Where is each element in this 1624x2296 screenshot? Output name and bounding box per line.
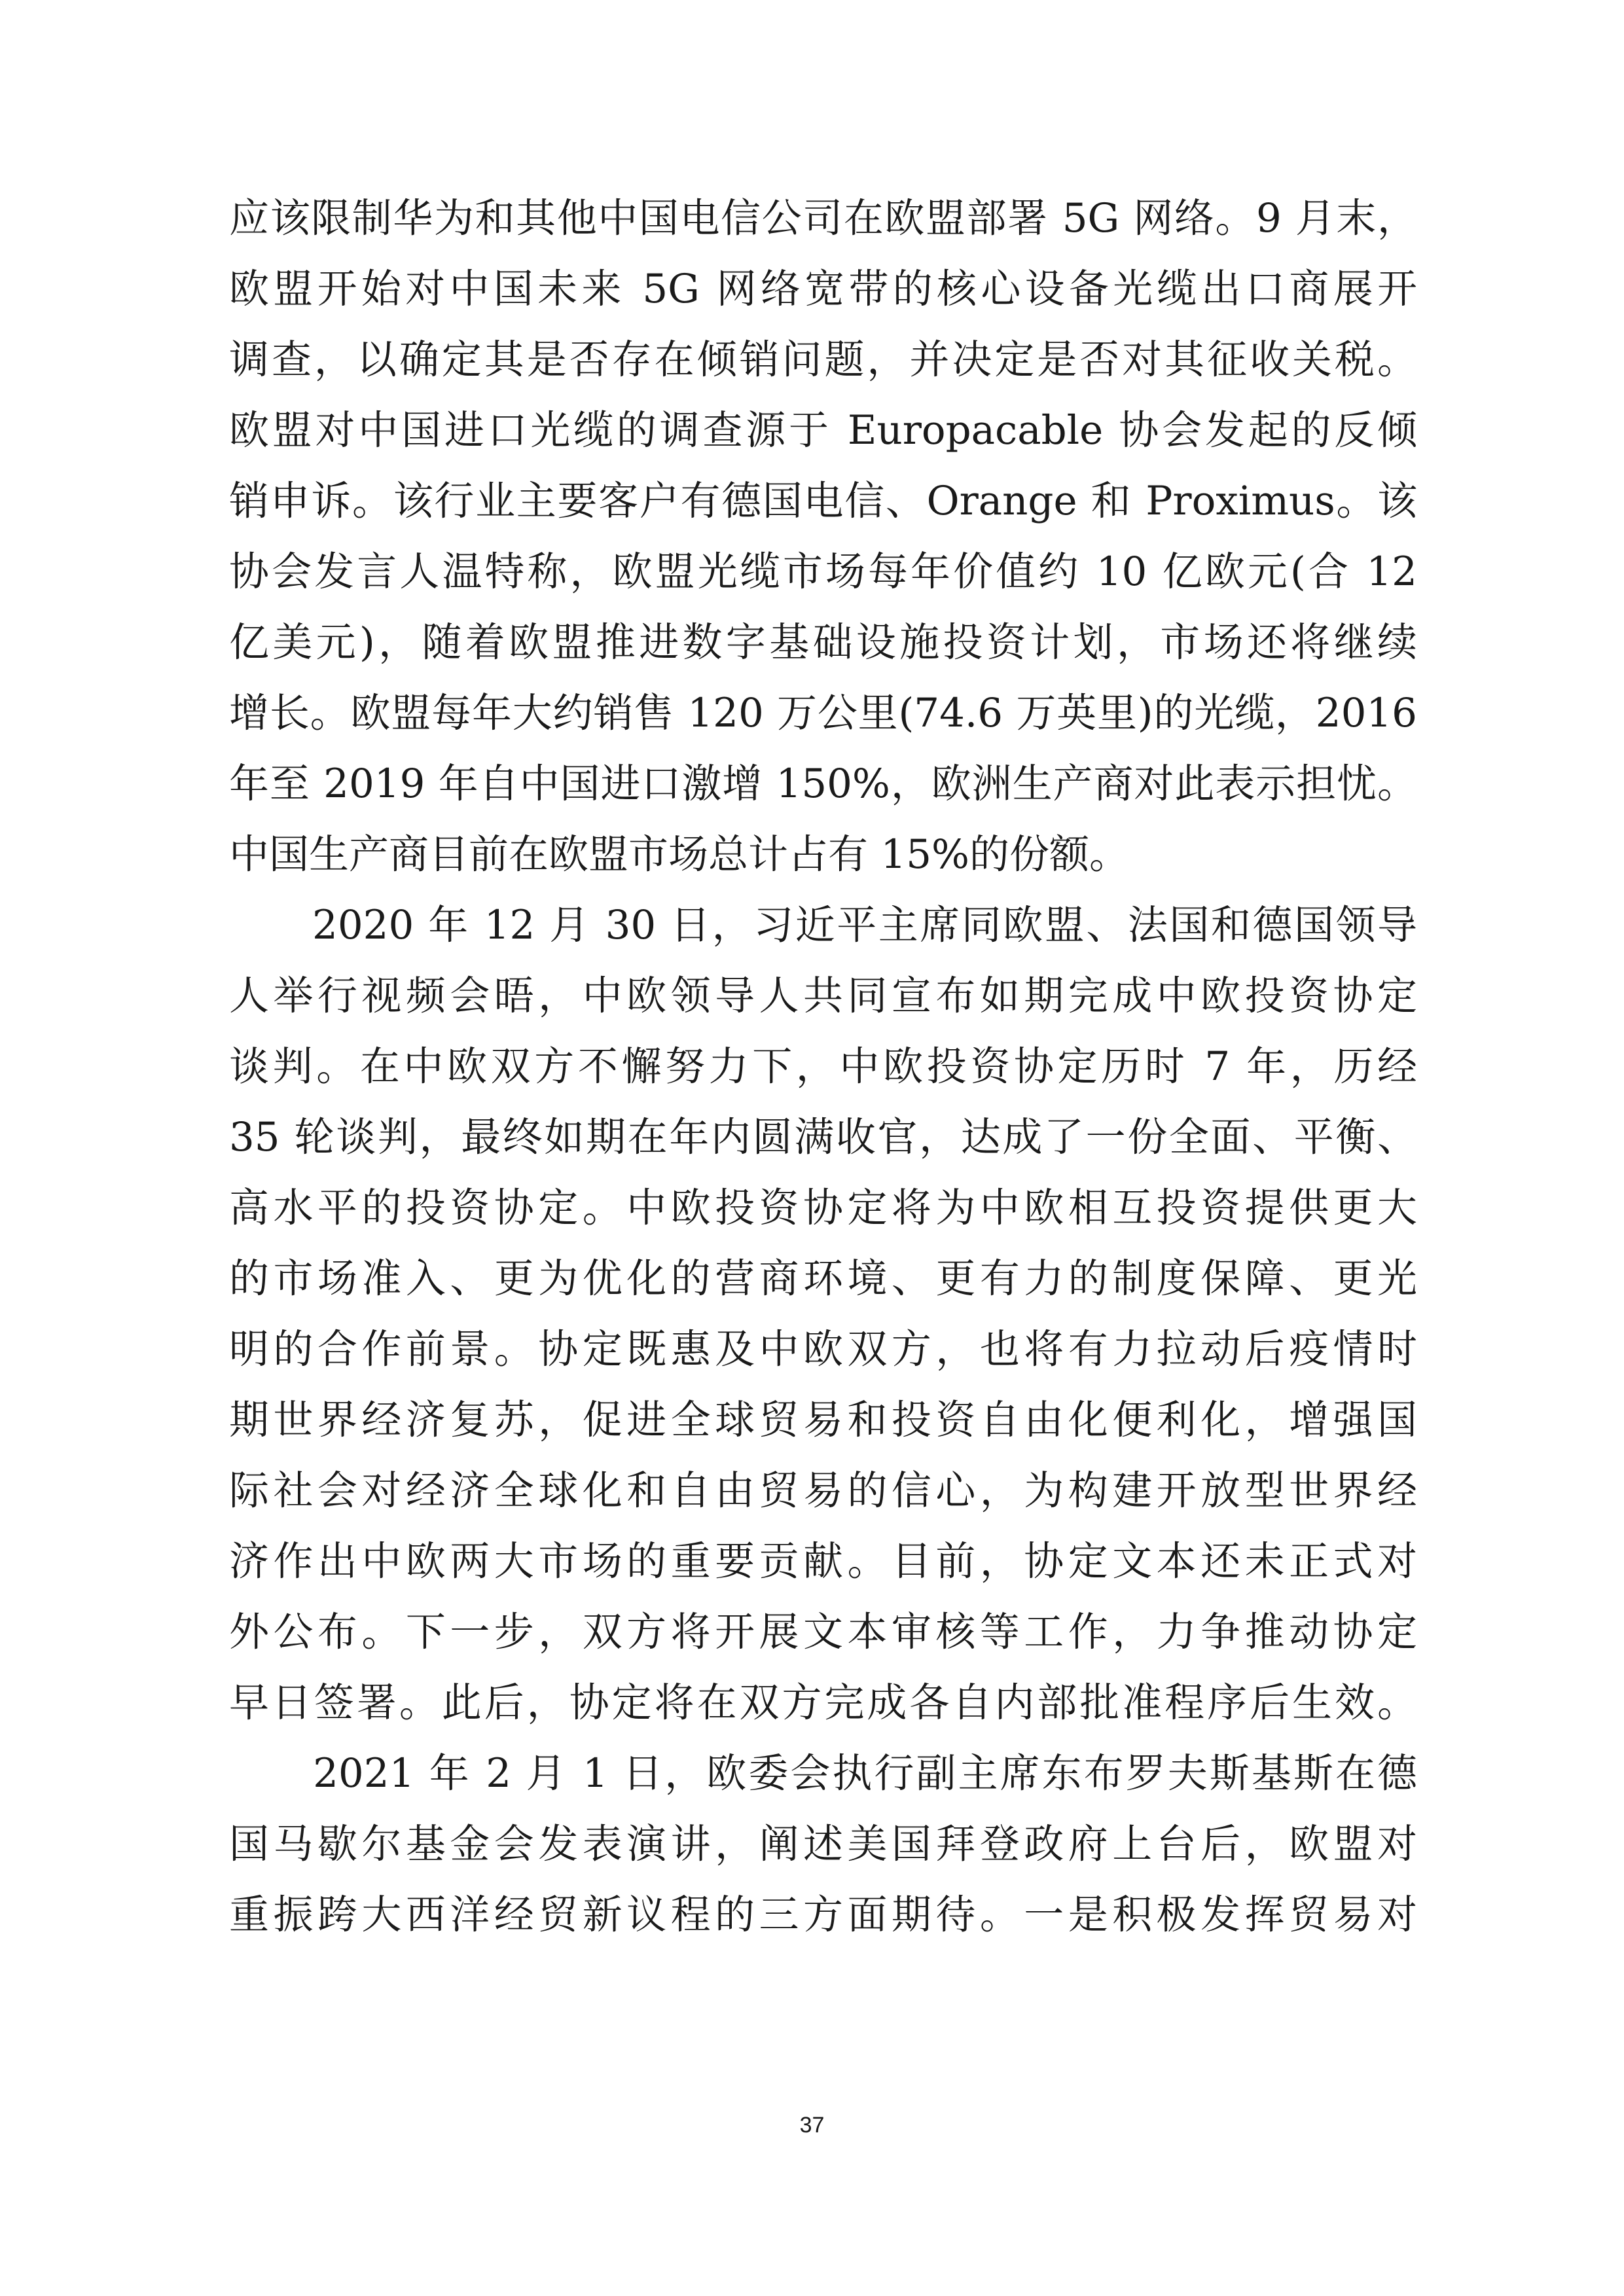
text-line: 国马歇尔基金会发表演讲，阐述美国拜登政府上台后，欧盟对 [229, 1821, 1417, 1867]
text-line: 2020 年 12 月 30 日，习近平主席同欧盟、法国和德国领导 [229, 902, 1417, 948]
text-line: 际社会对经济全球化和自由贸易的信心，为构建开放型世界经 [229, 1467, 1417, 1514]
text-line: 高水平的投资协定。中欧投资协定将为中欧相互投资提供更大 [229, 1185, 1417, 1231]
text-line: 欧盟对中国进口光缆的调查源于 Europacable 协会发起的反倾 [229, 407, 1417, 454]
text-line: 早日签署。此后，协定将在双方完成各自内部批准程序后生效。 [229, 1679, 1417, 1726]
paragraph-3 [229, 1738, 1417, 1950]
text-line: 年至 2019 年自中国进口激增 150%，欧洲生产商对此表示担忧。 [229, 761, 1417, 807]
text-line: 外公布。下一步，双方将开展文本审核等工作，力争推动协定 [229, 1609, 1417, 1655]
paragraph-1 [229, 183, 1417, 890]
text-line: 销申诉。该行业主要客户有德国电信、Orange 和 Proximus。该 [229, 478, 1417, 524]
text-line: 应该限制华为和其他中国电信公司在欧盟部署 5G 网络。9 月末， [229, 195, 1417, 242]
paragraph-2 [229, 890, 1417, 1738]
text-line: 重振跨大西洋经贸新议程的三方面期待。一是积极发挥贸易对 [229, 1892, 1417, 1938]
text-line: 欧盟开始对中国未来 5G 网络宽带的核心设备光缆出口商展开 [229, 266, 1417, 312]
text-line: 35 轮谈判，最终如期在年内圆满收官，达成了一份全面、平衡、 [229, 1114, 1417, 1160]
text-line: 的市场准入、更为优化的营商环境、更有力的制度保障、更光 [229, 1255, 1417, 1302]
text-line: 亿美元)，随着欧盟推进数字基础设施投资计划，市场还将继续 [229, 619, 1417, 666]
text-line: 中国生产商目前在欧盟市场总计占有 15%的份额。 [229, 831, 1129, 878]
text-line: 增长。欧盟每年大约销售 120 万公里(74.6 万英里)的光缆，2016 [229, 690, 1417, 736]
text-line: 谈判。在中欧双方不懈努力下，中欧投资协定历时 7 年，历经 [229, 1043, 1417, 1090]
text-line: 期世界经济复苏，促进全球贸易和投资自由化便利化，增强国 [229, 1397, 1417, 1443]
text-line: 协会发言人温特称，欧盟光缆市场每年价值约 10 亿欧元(合 12 [229, 548, 1417, 595]
text-line: 2021 年 2 月 1 日，欧委会执行副主席东布罗夫斯基斯在德 [229, 1750, 1417, 1797]
text-line: 明的合作前景。协定既惠及中欧双方，也将有力拉动后疫情时 [229, 1326, 1417, 1372]
page-number: 37 [799, 2113, 825, 2138]
text-line: 人举行视频会晤，中欧领导人共同宣布如期完成中欧投资协定 [229, 973, 1417, 1019]
text-line: 调查，以确定其是否存在倾销问题，并决定是否对其征收关税。 [229, 336, 1417, 383]
text-line: 济作出中欧两大市场的重要贡献。目前，协定文本还未正式对 [229, 1538, 1417, 1585]
body-text [229, 183, 1417, 1950]
